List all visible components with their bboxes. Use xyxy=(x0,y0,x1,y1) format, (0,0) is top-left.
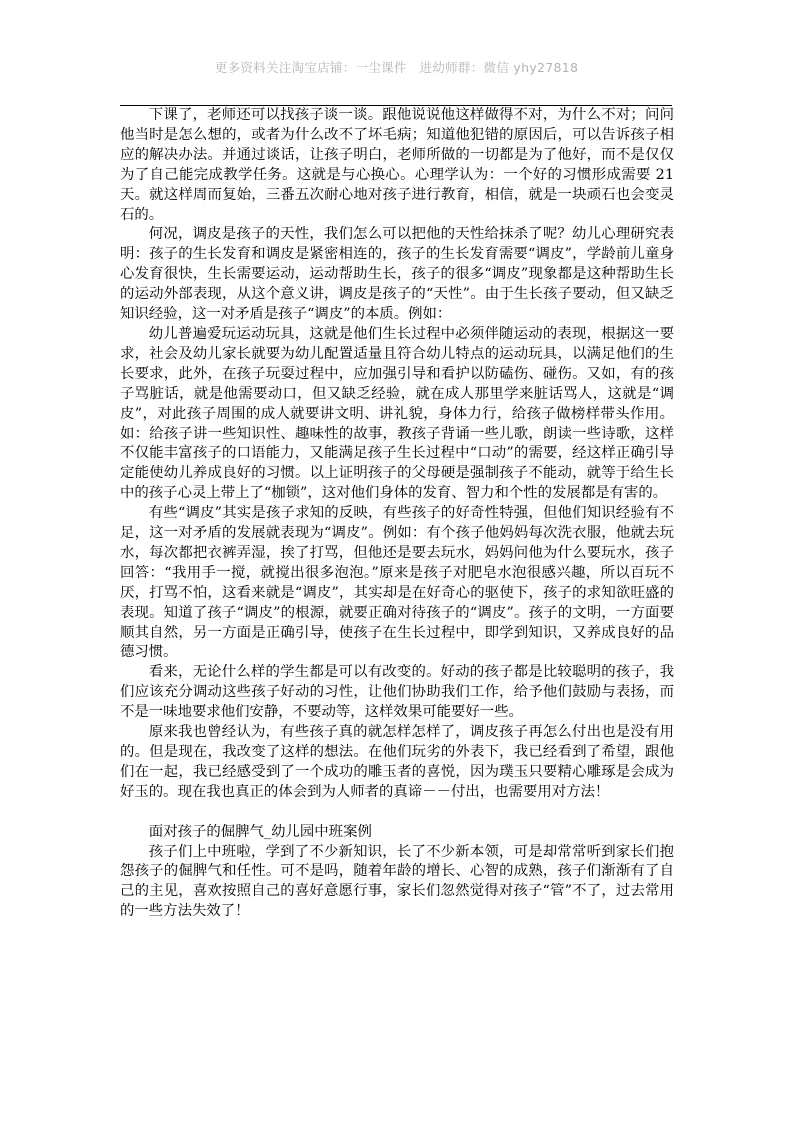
paragraph-nature: 何况，调皮是孩子的天性，我们怎么可以把他的天性给抹杀了呢？幼儿心理研究表明：孩子的生长发育和调皮是紧密相连的，孩子的生长发育需要“调皮”，学龄前儿童身心发育很快，生长需要运动，运动帮助生长，孩子的很多“调皮”现象都是这种帮助生长的运动外部表现，从这个意义讲，调皮是孩子的“天性”。由于生长孩子要动，但又缺乏知识经验，这一对矛盾是孩子“调皮”的本质。例如： xyxy=(120,226,674,323)
document-body xyxy=(120,106,674,922)
watermark-header: 更多资料关注淘宝店铺：一尘课件 进幼师群：微信 yhy27818 xyxy=(214,60,579,75)
section-title: 面对孩子的倔脾气_幼儿园中班案例 xyxy=(148,823,372,840)
paragraph-change: 看来，无论什么样的学生都是可以有改变的。好动的孩子都是比较聪明的孩子，我们应该充分调动这些孩子好动的习性，让他们协助我们工作，给予他们鼓励与表扬，而不是一味地要求他们安静，不要动等，这样效果可能要好一些。 xyxy=(120,664,674,721)
paragraph-curiosity: 有些“调皮”其实是孩子求知的反映，有些孩子的好奇性特强，但他们知识经验有不足，这一对矛盾的发展就表现为“调皮”。例如：有个孩子他妈妈每次洗衣服，他就去玩水，每次都把衣裤弄湿，挨了打骂，但他还是要去玩水，妈妈问他为什么要玩水，孩子回答：“我用手一搅，就搅出很多泡泡。”原来是孩子对肥皂水泡很感兴趣，所以百玩不厌，打骂不怕，这看来就是“调皮”，其实却是在好奇心的驱使下，孩子的求知欲旺盛的表现。知道了孩子“调皮”的根源，就要正确对待孩子的“调皮”。孩子的文明，一方面要顺其自然，另一方面是正确引导，使孩子在生长过程中，即学到知识，又养成良好的品德习惯。 xyxy=(120,505,674,661)
paragraph-stubborn: 孩子们上中班啦，学到了不少新知识，长了不少新本领，可是却常常听到家长们抱怨孩子的倔脾气和任性。可不是吗，随着年龄的增长、心智的成熟，孩子们渐渐有了自己的主见，喜欢按照自己的喜好意愿行事，家长们忽然觉得对孩子“管”不了，过去常用的一些方法失效了！ xyxy=(120,843,674,920)
paragraph-method: 原来我也曾经认为，有些孩子真的就怎样怎样了，调皮孩子再怎么付出也是没有用的。但是现在，我改变了这样的想法。在他们玩劣的外表下，我已经看到了希望，跟他们在一起，我已经感受到了一个成功的雕玉者的喜悦，因为璞玉只要精心雕琢是会成为好玉的。现在我也真正的体会到为人师者的真谛－－付出，也需要用对方法！ xyxy=(120,724,674,800)
paragraph-toys: 幼儿普遍爱玩运动玩具，这就是他们生长过程中必须伴随运动的表现，根据这一要求，社会及幼儿家长就要为幼儿配置适量且符合幼儿特点的运动玩具，以满足他们的生长要求，此外，在孩子玩耍过程中，应加强引导和看护以防磕伤、碰伤。又如，有的孩子骂脏话，就是他需要动口，但又缺乏经验，就在成人那里学来脏话骂人，这就是“调皮”，对此孩子周围的成人就要讲文明、讲礼貌，身体力行，给孩子做榜样带头作用。如：给孩子讲一些知识性、趣味性的故事，教孩子背诵一些儿歌，朗读一些诗歌，这样不仅能丰富孩子的口语能力，又能满足孩子生长过程中“口动”的需要，经这样正确引导定能使幼儿养成良好的习惯。以上证明孩子的父母硬是强制孩子不能动，就等于给生长中的孩子心灵上带上了“枷锁”，这对他们身体的发育、智力和个性的发展都是有害的。 xyxy=(120,325,674,502)
paragraph-talk: 下课了，老师还可以找孩子谈一谈。跟他说说他这样做得不对，为什么不对；问问他当时是怎么想的，或者为什么改不了坏毛病；知道他犯错的原因后，可以告诉孩子相应的解决办法。并通过谈话，让孩子明白，老师所做的一切都是为了他好，而不是仅仅为了自己能完成教学任务。这就是与心换心。心理学认为：一个好的习惯形成需要 21 天。就这样周而复始，三番五次耐心地对孩子进行教育，相信，就是一块顽石也会变灵石的。 xyxy=(120,107,674,223)
blank-line xyxy=(120,803,674,823)
